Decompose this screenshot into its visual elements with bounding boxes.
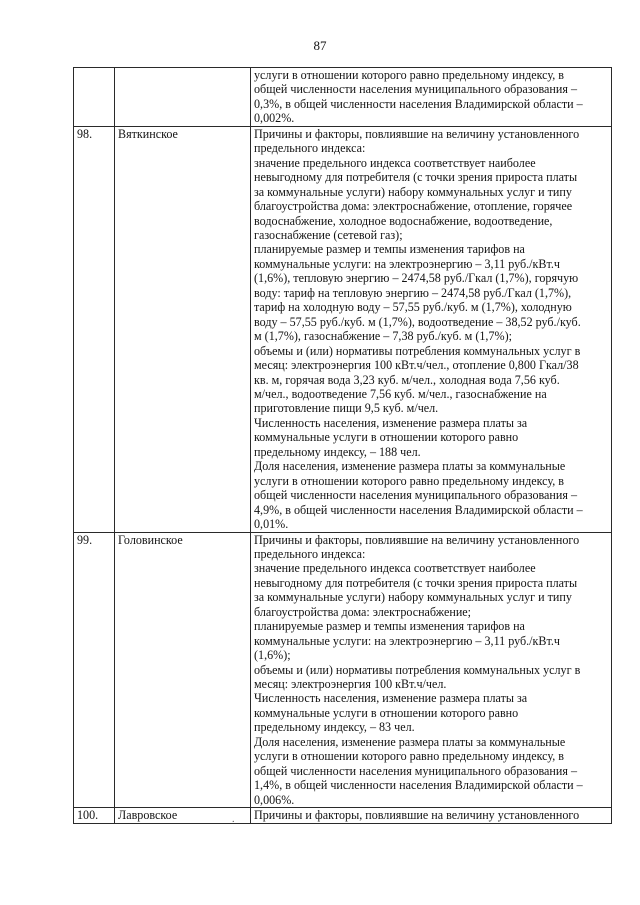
description-line: коммунальные услуги: на электроэнергию – 3,11 руб./кВт.ч	[254, 633, 560, 648]
description-line: кв. м, горячая вода 3,23 куб. м/чел., холодная вода 7,56 куб.	[254, 372, 560, 387]
description-line: 4,9%, в общей численности населения Владимирской области –	[254, 502, 583, 517]
description-line: коммунальные услуги в отношении которого равно	[254, 430, 519, 445]
page-number: 87	[313, 38, 327, 53]
description-line: водоснабжение, холодное водоснабжение, водоотведение,	[254, 213, 553, 228]
description-line: планируемые размер и темпы изменения тарифов на	[254, 619, 525, 634]
table-row	[74, 126, 612, 532]
description-line: планируемые размер и темпы изменения тарифов на	[254, 242, 525, 257]
description-line: благоустройства дома: электроснабжение, отопление, горячее	[254, 199, 573, 214]
table-row	[74, 68, 612, 127]
description-line: Доля населения, изменение размера платы за коммунальные	[254, 734, 566, 749]
municipality-name-cell	[115, 68, 251, 127]
description-line: общей численности населения муниципального образования –	[254, 488, 577, 503]
description-line: Причины и факторы, повлиявшие на величину установленного	[254, 808, 580, 823]
description-cell	[251, 126, 612, 532]
municipality-name-cell: Лавровское	[115, 808, 251, 823]
description-line: услуги в отношении которого равно предельному индексу, в	[254, 749, 564, 764]
description-line: коммунальные услуги: на электроэнергию – 3,11 руб./кВт.ч	[254, 256, 560, 271]
table-body	[74, 68, 612, 824]
description-line: (1,6%);	[254, 648, 291, 663]
description-line: 0,006%.	[254, 792, 295, 807]
table-row	[74, 532, 612, 808]
row-number-cell: 99.	[74, 532, 115, 808]
municipality-name-cell: Вяткинское	[115, 126, 251, 532]
description-line: невыгодному для потребителя (с точки зрения прироста платы	[254, 575, 578, 590]
description-line: значение предельного индекса соответствует наиболее	[254, 561, 536, 576]
description-line: предельному индексу, – 83 чел.	[254, 720, 415, 735]
description-line: тариф на холодную воду – 57,55 руб./куб. м (1,7%), холодную	[254, 300, 572, 315]
description-line: Доля населения, изменение размера платы за коммунальные	[254, 459, 566, 474]
municipality-name-cell: Головинское	[115, 532, 251, 808]
description-line: общей численности населения муниципального образования –	[254, 82, 577, 97]
description-cell	[251, 68, 612, 127]
description-line: 0,01%.	[254, 517, 289, 532]
description-line: месяц: электроэнергия 100 кВт.ч/чел.	[254, 677, 447, 692]
description-line: (1,6%), тепловую энергию – 2474,58 руб./Гкал (1,7%), горячую	[254, 271, 579, 286]
description-line: м (1,7%), газоснабжение – 7,38 руб./куб. м (1,7%);	[254, 329, 512, 344]
description-line: месяц: электроэнергия 100 кВт.ч/чел., отопление 0,800 Гкал/38	[254, 358, 579, 373]
description-line: объемы и (или) нормативы потребления коммунальных услуг в	[254, 662, 581, 677]
description-line: 0,002%.	[254, 111, 295, 126]
description-line: газоснабжение (сетевой газ);	[254, 227, 403, 242]
description-line: приготовление пищи 9,5 куб. м/чел.	[254, 401, 439, 416]
description-line: услуги в отношении которого равно предельному индексу, в	[254, 68, 564, 82]
description-line: услуги в отношении которого равно предельному индексу, в	[254, 473, 564, 488]
row-number-cell	[74, 68, 115, 127]
scan-artifact-dot: .	[232, 814, 235, 825]
description-line: за коммунальные услуги) набору коммунальных услуг и типу	[254, 184, 572, 199]
description-line: м/чел., водоотведение 7,56 куб. м/чел., газоснабжение на	[254, 386, 547, 401]
description-line: воду – 57,55 руб./куб. м (1,7%), водоотведение – 38,52 руб./куб.	[254, 314, 581, 329]
description-line: значение предельного индекса соответствует наиболее	[254, 155, 536, 170]
description-line: воду: тариф на тепловую энергию – 2474,58 руб./Гкал (1,7%),	[254, 285, 572, 300]
description-line: Причины и факторы, повлиявшие на величину установленного	[254, 126, 580, 141]
table-row	[74, 808, 612, 823]
description-line: коммунальные услуги в отношении которого равно	[254, 705, 519, 720]
description-line: Причины и факторы, повлиявшие на величину установленного	[254, 532, 580, 547]
description-cell	[251, 532, 612, 808]
municipalities-table	[73, 67, 612, 824]
description-line: объемы и (или) нормативы потребления коммунальных услуг в	[254, 343, 581, 358]
description-line: Численность населения, изменение размера платы за	[254, 415, 528, 430]
description-line: предельного индекса:	[254, 546, 366, 561]
row-number-cell: 100.	[74, 808, 115, 823]
row-number-cell: 98.	[74, 126, 115, 532]
description-line: 1,4%, в общей численности населения Владимирской области –	[254, 778, 583, 793]
description-line: 0,3%, в общей численности населения Владимирской области –	[254, 96, 583, 111]
description-line: общей численности населения муниципального образования –	[254, 763, 577, 778]
description-line: благоустройства дома: электроснабжение;	[254, 604, 472, 619]
description-cell	[251, 808, 612, 823]
description-line: за коммунальные услуги) набору коммунальных услуг и типу	[254, 590, 572, 605]
description-line: предельному индексу, – 188 чел.	[254, 444, 421, 459]
description-line: невыгодному для потребителя (с точки зрения прироста платы	[254, 170, 578, 185]
description-line: Численность населения, изменение размера платы за	[254, 691, 528, 706]
description-line: предельного индекса:	[254, 141, 366, 156]
